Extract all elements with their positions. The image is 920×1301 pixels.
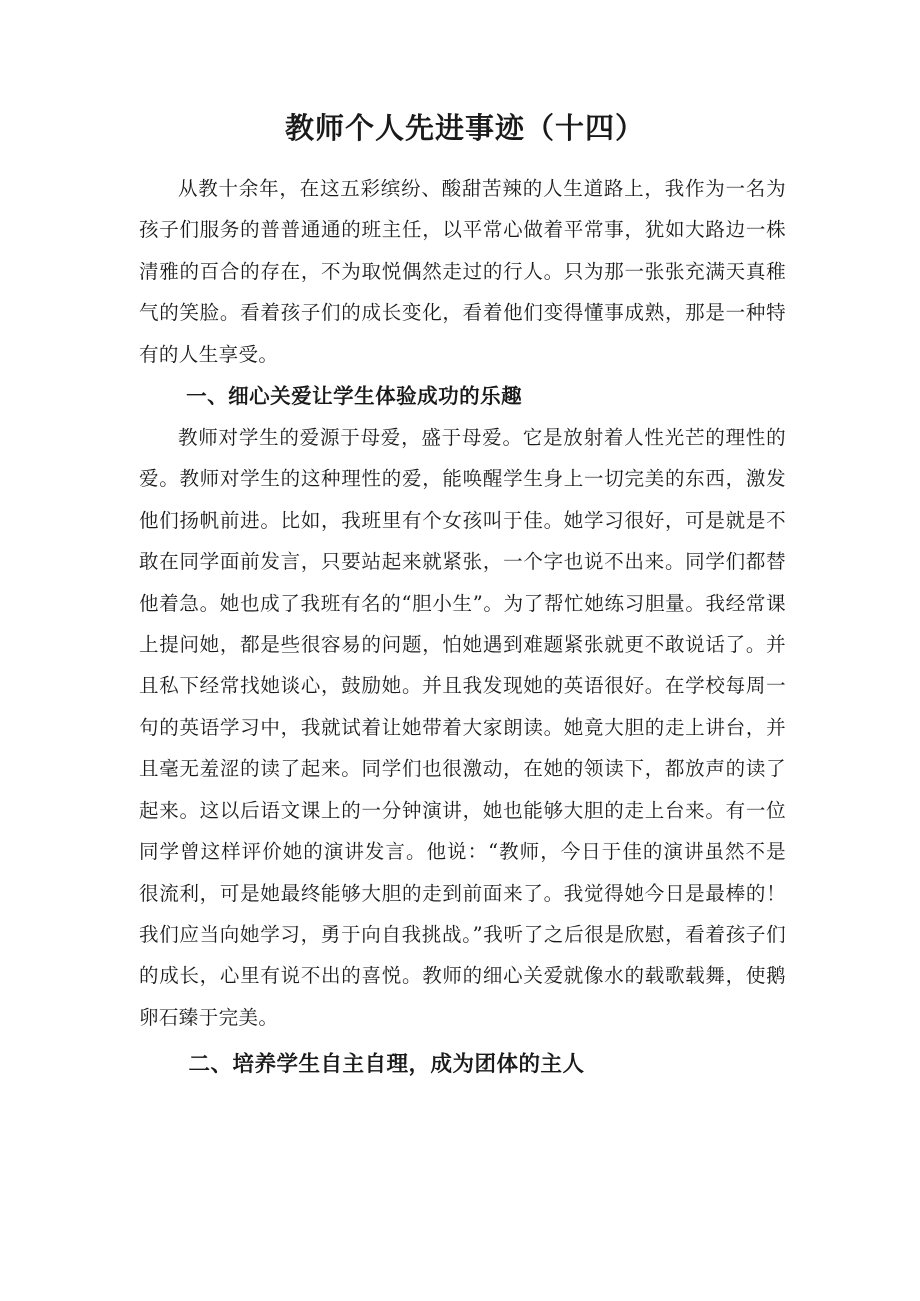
section-1-heading: 一、细心关爱让学生体验成功的乐趣	[186, 384, 523, 409]
intro-paragraph: 从教十余年，在这五彩缤纷、酸甜苦辣的人生道路上，我作为一名为孩子们服务的普普通通的班主任，以平常心做着平常事，犹如大路边一株清雅的百合的存在，不为取悦偶然走过的行人。只为那一张张充满天真稚气的笑脸。看着孩子们的成长变化，看着他们变得懂事成熟，那是一种特有的人生享受。	[139, 177, 786, 366]
document-title: 教师个人先进事迹（十四）	[284, 111, 645, 145]
section-1-paragraph: 教师对学生的爱源于母爱，盛于母爱。它是放射着人性光芒的理性的爱。教师对学生的这种理性的爱，能唤醒学生身上一切完美的东西，激发他们扬帆前进。比如，我班里有个女孩叫于佳。她学习很好，可是就是不敢在同学面前发言，只要站起来就紧张，一个字也说不出来。同学们都替他着急。她也成了我班有名的“胆小生”。为了帮忙她练习胆量。我经常课上提问她，都是些很容易的问题，怕她遇到难题紧张就更不敢说话了。并且私下经常找她谈心，鼓励她。并且我发现她的英语很好。在学校每周一句的英语学习中，我就试着让她带着大家朗读。她竟大胆的走上讲台，并且毫无羞涩的读了起来。同学们也很激动，在她的领读下，都放声的读了起来。这以后语文课上的一分钟演讲，她也能够大胆的走上台来。有一位同学曾这样评价她的演讲发言。他说：“教师，今日于佳的演讲虽然不是很流利，可是她最终能够大胆的走到前面来了。我觉得她今日是最棒的！我们应当向她学习，勇于向自我挑战。”我听了之后很是欣慰，看着孩子们的成长，心里有说不出的喜悦。教师的细心关爱就像水的载歌载舞，使鹅卵石臻于完美。	[139, 426, 786, 1029]
section-2-heading: 二、培养学生自主自理，成为团体的主人	[188, 1052, 585, 1078]
